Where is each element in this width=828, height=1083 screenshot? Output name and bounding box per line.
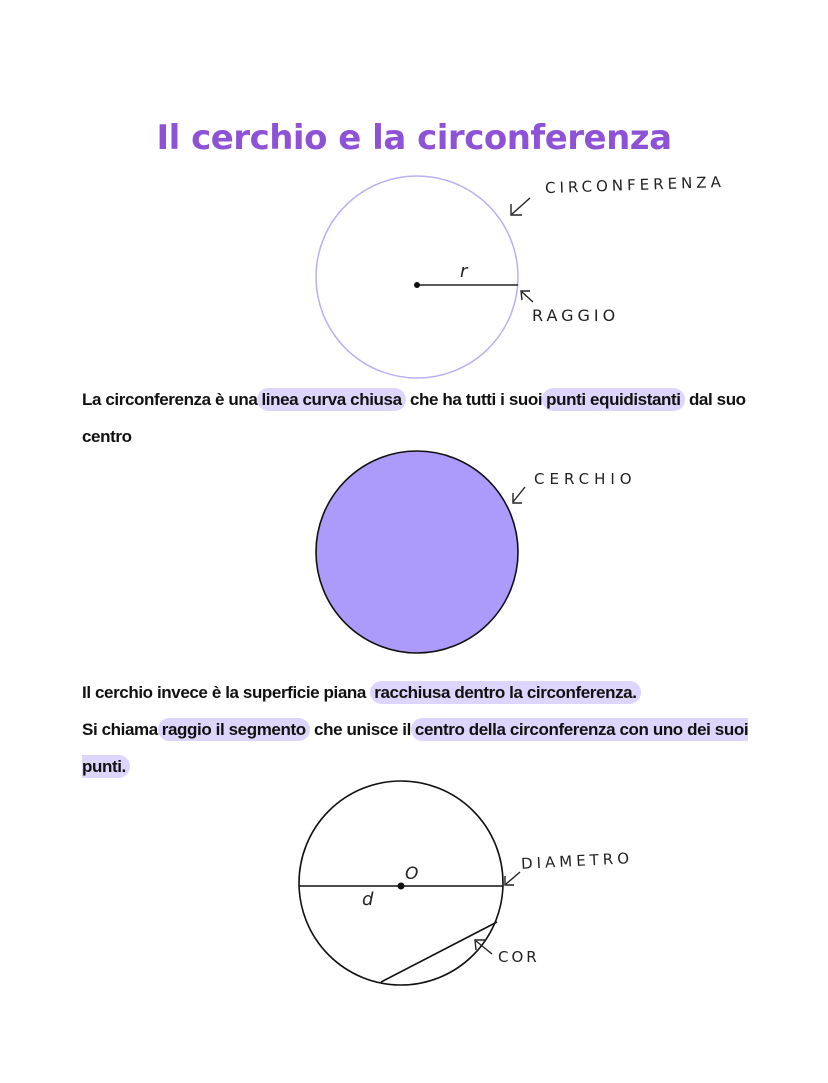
center-symbol: O (405, 864, 422, 884)
center-dot (414, 282, 420, 288)
arrow-icon (513, 487, 525, 503)
chord-label: COR (498, 948, 540, 966)
chord-segment (381, 922, 497, 982)
radius-label: RAGGIO (532, 306, 620, 325)
circumference-outline (316, 176, 518, 378)
page-title: Il cerchio e la circonferenza (156, 118, 672, 158)
highlighted-text: punti equidistanti (542, 388, 684, 411)
highlighted-text: raggio il segmento (158, 718, 310, 741)
circle-label: CERCHIO (534, 470, 637, 488)
text-segment: Il cerchio invece è la superficie piana (82, 683, 366, 702)
diameter-label: DIAMETRO (520, 849, 634, 873)
paragraph-circumference-definition (82, 381, 762, 455)
text-segment: dal suo centro (82, 390, 746, 446)
circumference-label: CIRCONFERENZA (544, 172, 726, 198)
text-segment: che ha tutti i suoi (409, 390, 543, 409)
highlighted-text: centro della circonferenza con uno dei suoi punti. (82, 720, 749, 776)
circle-filled (316, 451, 518, 653)
highlighted-text: linea curva chiusa (257, 388, 405, 411)
radius-symbol: r (460, 261, 471, 282)
center-dot (398, 883, 405, 890)
paragraph-circle-definition (82, 674, 762, 785)
text-segment: La circonferenza è una (82, 390, 258, 409)
diameter-symbol: d (362, 889, 377, 910)
arrow-icon (511, 198, 530, 215)
text-segment: Si chiama (82, 720, 158, 739)
highlighted-text: racchiusa dentro la circonferenza. (370, 681, 640, 704)
arrow-icon (505, 872, 520, 885)
text-segment: che unisce il (314, 720, 411, 739)
arrow-icon (521, 291, 533, 302)
